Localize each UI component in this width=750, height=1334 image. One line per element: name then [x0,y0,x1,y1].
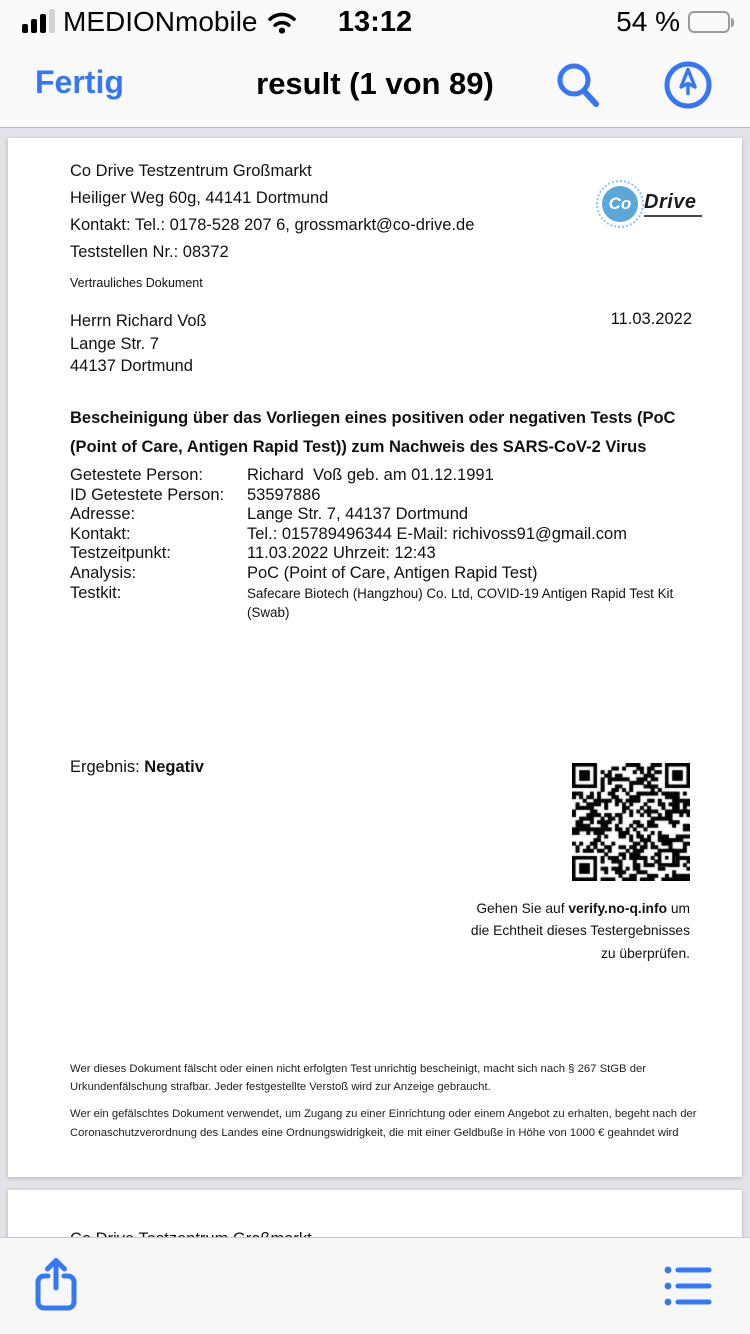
result-value: Negativ [144,758,204,776]
co-drive-logo [602,186,702,222]
issuer-address-block: Co Drive Testzentrum Großmarkt Heiliger Weg 60g, 44141 Dortmund Kontakt: Tel.: 0178-528 207 6, grossmarkt@co-drive.de Teststellen Nr.: 08372 [70,162,475,261]
contents-list-button[interactable] [658,1252,718,1322]
markup-button[interactable] [664,60,712,112]
markup-pen-icon [663,60,713,113]
table-row: Kontakt: Tel.: 015789496344 E-Mail: richivoss91@gmail.com [70,524,627,543]
result-label: Ergebnis: [70,758,145,776]
document-date: 11.03.2022 [610,310,692,328]
page-title: result (1 von 89) [256,66,494,101]
done-button[interactable]: Fertig [35,64,124,100]
search-icon [555,61,601,112]
certificate-title: Bescheinigung über das Vorliegen eines positiven oder negativen Tests (PoC (Point of Care, Antigen Rapid Test)) zum Nachweis des SARS-CoV-2 Virus [70,409,676,456]
table-row: Testkit: Safecare Biotech (Hangzhou) Co. Ltd, COVID-19 Antigen Rapid Test Kit (Swab) [70,583,677,621]
list-contents-icon [664,1265,712,1310]
battery-icon [688,11,734,33]
table-row: Analysis: PoC (Point of Care, Antigen Rapid Test) [70,563,538,582]
share-button[interactable] [26,1252,86,1322]
table-row: Getestete Person: Richard Voß geb. am 01.12.1991 [70,466,494,484]
pdf-page-1 [8,138,742,1177]
legal-paragraph: Wer dieses Dokument fälscht oder einen nicht erfolgten Test unrichtig bescheinigt, macht sich nach § 267 StGB der Urkundenfälschung strafbar. Jeder festgestellte Verstoß wird zur Anzeige gebraucht. [70,1063,647,1094]
legal-paragraph: Wer ein gefälschtes Dokument verwendet, um Zugang zu einer Einrichtung oder einem Angebot zu erhalten, begeht nach der Coronaschutzverordnung des Landes eine Ordnungswidrigkeit, die mit einer Geldbuße in Höhe von 1000 € geahndet wird [70,1108,697,1139]
share-icon [34,1258,78,1317]
bottom-toolbar [0,1237,750,1334]
clock: 13:12 [337,5,413,38]
table-row: ID Getestete Person: 53597886 [70,485,321,504]
search-button[interactable] [554,60,602,112]
carrier-label: MEDIONmobile [63,6,258,37]
virus-logo-icon: Co [602,186,638,222]
table-row: Testzeitpunkt: 11.03.2022 Uhrzeit: 12:43 [70,544,436,563]
logo-drive-label: Drive [644,191,697,213]
legal-notice [70,1060,704,1142]
table-row: Adresse: Lange Str. 7, 44137 Dortmund [70,505,469,524]
battery-percent-label: 54 % [616,6,680,37]
confidential-label: Vertrauliches Dokument [70,276,203,290]
test-details-table [70,466,718,623]
recipient-address-block: Herrn Richard Voß Lange Str. 7 44137 Dortmund [70,312,207,375]
qr-code [572,763,690,881]
status-bar [0,0,750,44]
verify-url: verify.no-q.info [568,901,667,916]
test-result-line [70,758,204,777]
nav-bar [0,44,750,128]
verify-note: Gehen Sie auf verify.no-q.info um die Echtheit dieses Testergebnisses zu überprüfen. [470,901,690,961]
